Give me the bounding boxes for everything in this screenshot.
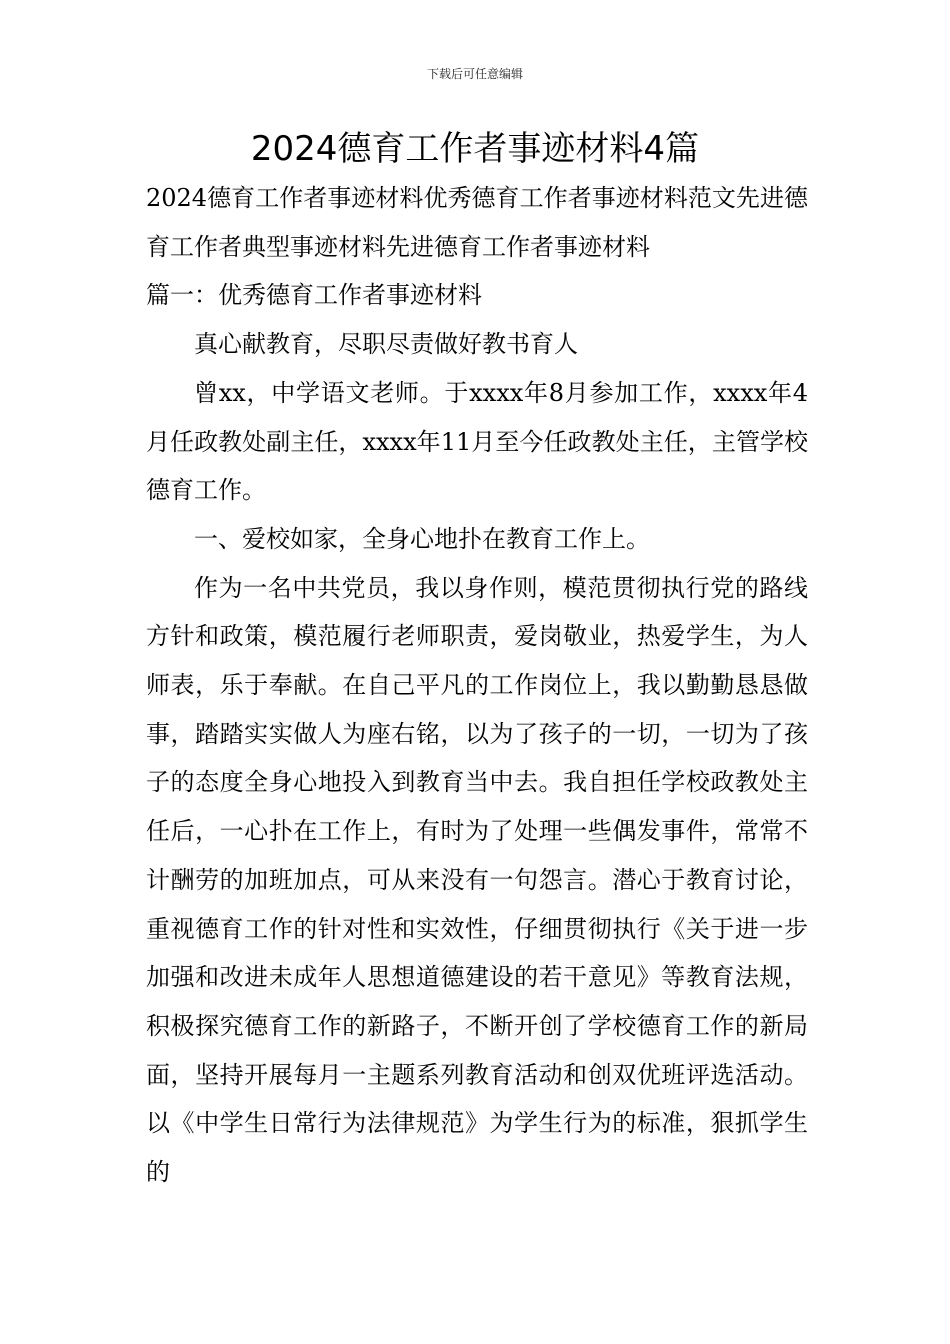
paragraph-heading-one: 一、爱校如家，全身心地扑在教育工作上。 [194, 524, 650, 553]
document-body [146, 174, 808, 1197]
document-title: 2024德育工作者事迹材料4篇 [250, 129, 700, 169]
page-header-note: 下载后可任意编辑 [426, 67, 523, 81]
intro-paragraph: 2024德育工作者事迹材料优秀德育工作者事迹材料范文先进德育工作者典型事迹材料先进德育工作者事迹材料 [146, 184, 808, 261]
paragraph-profile: 曾xx，中学语文老师。于xxxx年8月参加工作，xxxx年4月任政教处副主任，xxxx年11月至今任政教处主任，主管学校德育工作。 [146, 378, 808, 505]
paragraph-body: 作为一名中共党员，我以身作则，模范贯彻执行党的路线方针和政策，模范履行老师职责，爱岗敬业，热爱学生，为人师表，乐于奉献。在自己平凡的工作岗位上，我以勤勤恳恳做事，踏踏实实做人为座右铭，以为了孩子的一切，一切为了孩子的态度全身心地投入到教育当中去。我自担任学校政教处主任后，一心扑在工作上，有时为了处理一些偶发事件，常常不计酬劳的加班加点，可从来没有一句怨言。潜心于教育讨论，重视德育工作的针对性和实效性，仔细贯彻执行《关于进一步加强和改进未成年人思想道德建设的若干意见》等教育法规，积极探究德育工作的新路子，不断开创了学校德育工作的新局面，坚持开展每月一主题系列教育活动和创双优班评选活动。以《中学生日常行为法律规范》为学生行为的标准，狠抓学生的 [146, 573, 808, 1187]
section-subtitle: 真心献教育，尽职尽责做好教书育人 [194, 330, 578, 359]
section-title: 篇一：优秀德育工作者事迹材料 [146, 281, 482, 310]
